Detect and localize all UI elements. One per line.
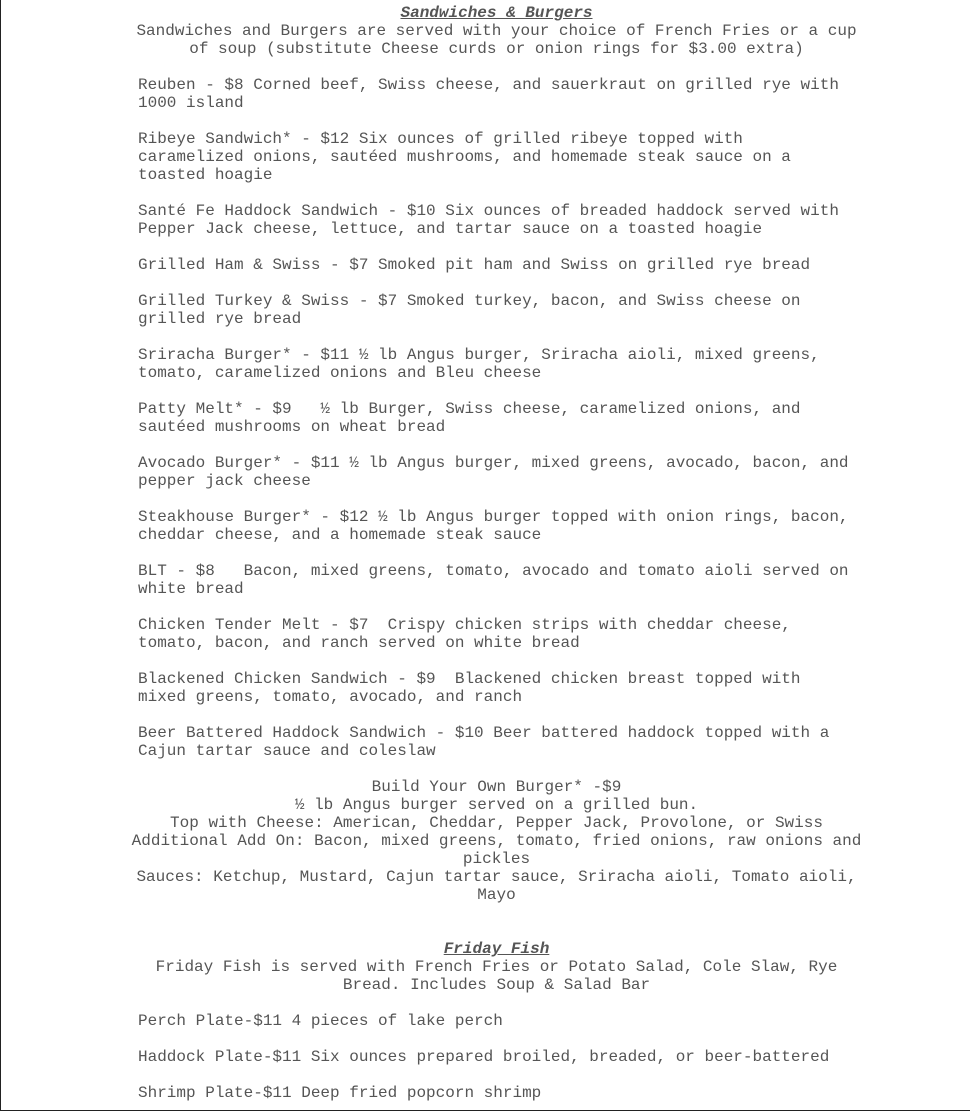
sandwiches-heading: Sandwiches & Burgers bbox=[400, 4, 593, 22]
byo-description: ½ lb Angus burger served on a grilled bun. bbox=[294, 796, 699, 814]
menu-item-avocado-burger: Avocado Burger* - $11 ½ lb Angus burger, mixed greens, avocado, bacon, and pepper jack cheese bbox=[138, 454, 859, 490]
byo-sauces: Sauces: Ketchup, Mustard, Cajun tartar sauce, Sriracha aioli, Tomato aioli, Mayo bbox=[136, 868, 857, 904]
menu-item-ribeye-sandwich: Ribeye Sandwich* - $12 Six ounces of grilled ribeye topped with caramelized onions, sautéed mushrooms, and homemade steak sauce on a toasted hoagie bbox=[138, 130, 801, 184]
friday-fish-heading: Friday Fish bbox=[443, 940, 550, 958]
menu-column bbox=[131, 4, 862, 1111]
build-your-own-burger bbox=[128, 778, 865, 904]
menu-item-blt: BLT - $8 Bacon, mixed greens, tomato, avocado and tomato aioli served on white bread bbox=[138, 562, 859, 598]
byo-cheese-options: Top with Cheese: American, Cheddar, Pepper Jack, Provolone, or Swiss bbox=[170, 814, 823, 832]
menu-item-sriracha-burger: Sriracha Burger* - $11 ½ lb Angus burger, Sriracha aioli, mixed greens, tomato, caramelized onions and Bleu cheese bbox=[138, 346, 830, 382]
byo-title: Build Your Own Burger* -$9 bbox=[371, 778, 622, 796]
menu-item-chicken-tender-melt: Chicken Tender Melt - $7 Crispy chicken strips with cheddar cheese, tomato, bacon, and ranch served on white bread bbox=[138, 616, 801, 652]
menu-item-blackened-chicken: Blackened Chicken Sandwich - $9 Blackened chicken breast topped with mixed greens, tomato, avocado, and ranch bbox=[138, 670, 811, 706]
sandwiches-intro: Sandwiches and Burgers are served with your choice of French Fries or a cup of soup (substitute Cheese curds or onion rings for $3.00 extra) bbox=[136, 22, 857, 58]
friday-fish-intro: Friday Fish is served with French Fries or Potato Salad, Cole Slaw, Rye Bread. Includes Soup & Salad Bar bbox=[155, 958, 838, 994]
menu-item-shrimp-plate: Shrimp Plate-$11 Deep fried popcorn shrimp bbox=[138, 1084, 542, 1102]
menu-item-haddock-plate: Haddock Plate-$11 Six ounces prepared broiled, breaded, or beer-battered bbox=[138, 1048, 830, 1066]
menu-item-sante-fe-haddock: Santé Fe Haddock Sandwich - $10 Six ounces of breaded haddock served with Pepper Jack cheese, lettuce, and tartar sauce on a toasted hoagie bbox=[138, 202, 849, 238]
menu-item-reuben: Reuben - $8 Corned beef, Swiss cheese, and sauerkraut on grilled rye with 1000 island bbox=[138, 76, 849, 112]
menu-item-grilled-turkey-swiss: Grilled Turkey & Swiss - $7 Smoked turkey, bacon, and Swiss cheese on grilled rye bread bbox=[138, 292, 811, 328]
menu-item-beer-battered-haddock: Beer Battered Haddock Sandwich - $10 Beer battered haddock topped with a Cajun tartar sauce and coleslaw bbox=[138, 724, 839, 760]
menu-item-patty-melt: Patty Melt* - $9 ½ lb Burger, Swiss cheese, caramelized onions, and sautéed mushrooms on wheat bread bbox=[138, 400, 811, 436]
menu-item-grilled-ham-swiss: Grilled Ham & Swiss - $7 Smoked pit ham and Swiss on grilled rye bread bbox=[138, 256, 811, 274]
byo-addons: Additional Add On: Bacon, mixed greens, tomato, fried onions, raw onions and pickles bbox=[131, 832, 862, 868]
menu-item-perch-plate: Perch Plate-$11 4 pieces of lake perch bbox=[138, 1012, 503, 1030]
menu-item-steakhouse-burger: Steakhouse Burger* - $12 ½ lb Angus burger topped with onion rings, bacon, cheddar cheese, and a homemade steak sauce bbox=[138, 508, 859, 544]
